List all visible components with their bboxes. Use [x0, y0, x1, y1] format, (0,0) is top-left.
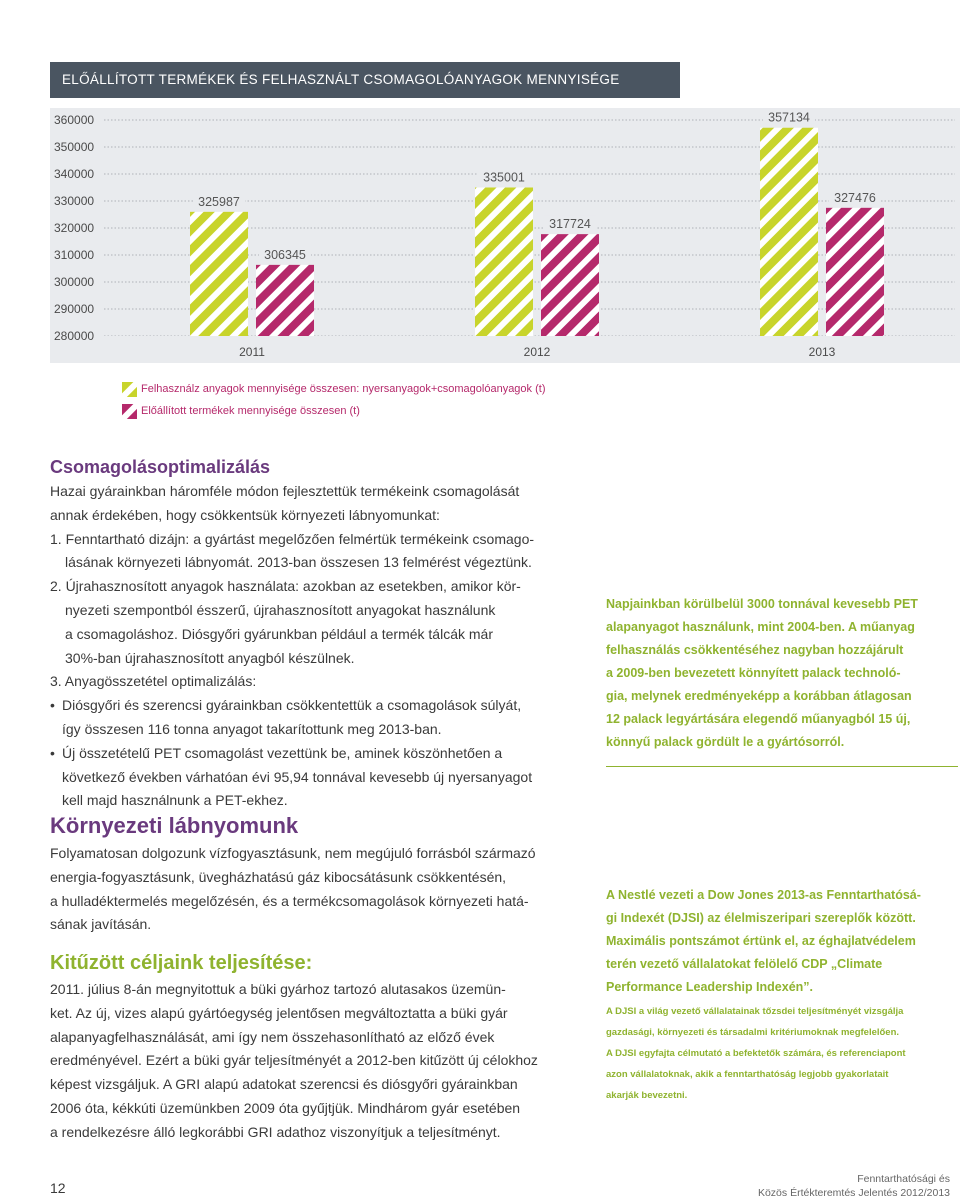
bar-value-label: 325987 [198, 194, 240, 209]
djsi-note-1 [606, 1001, 958, 1043]
bullet2-line: • Új összetételű PET csomagolást vezettünk be, aminek köszönhetően a [62, 744, 503, 761]
pet-sidebar-line: felhasználás csökkentéséhez nagyban hozzájárult [606, 643, 904, 657]
x-tick-label: 2013 [808, 345, 836, 359]
product-bar [256, 265, 314, 336]
y-tick-label: 290000 [54, 302, 95, 316]
material-bar [475, 187, 533, 336]
goals-line: ket. Az új, vizes alapú gyártóegység jelentősen megváltoztatta a büki gyár [50, 1004, 508, 1021]
y-tick-label: 340000 [54, 167, 95, 181]
sidebar-divider [606, 766, 958, 767]
djsi-sidebar-line: gi Indexét (DJSI) az élelmiszeripari szereplők között. [606, 911, 916, 925]
footprint-line: sának javításán. [50, 916, 152, 933]
y-tick-label: 320000 [54, 221, 95, 235]
bullet1-line: • Diósgyőri és szerencsi gyárainkban csökkentettük a csomagolások súlyát, [62, 697, 522, 714]
footprint-line: a hulladéktermelés megelőzésén, és a termékcsomagolások környezeti hatá- [50, 892, 529, 909]
bar-value-label: 335001 [483, 170, 525, 185]
item2-line: nyezeti szempontból ésszerű, újrahasznosított anyagokat használunk [65, 601, 496, 618]
material-bar [760, 128, 818, 336]
legend-label-products: Előállított termékek mennyisége összesen (t) [141, 405, 360, 417]
djsi-sidebar [606, 884, 958, 1106]
pet-sidebar-line: alapanyagot használunk, mint 2004-ben. A műanyag [606, 620, 915, 634]
footprint-body [50, 842, 590, 937]
footprint-line: energia-fogyasztásunk, üvegházhatású gáz kibocsátásunk csökkentésén, [50, 868, 507, 885]
footprint-section [50, 810, 590, 937]
legend-item-products [122, 400, 545, 422]
item1-line: lásának környezeti lábnyomát. 2013-ban összesen 13 felmérést végeztünk. [65, 554, 532, 571]
chart-legend [122, 378, 545, 422]
goals-body [50, 978, 590, 1145]
chart-title: ELŐÁLLÍTOTT TERMÉKEK ÉS FELHASZNÁLT CSOMAGOLÓANYAGOK MENNYISÉGE [62, 72, 620, 87]
report-footer [758, 1172, 950, 1200]
goals-line: eredményével. Ezért a büki gyár teljesítményét a 2012-ben kitűzött új célokhoz [50, 1052, 538, 1069]
chart-area [50, 108, 960, 363]
goals-line: alapanyagfelhasználását, ami így nem összehasonlítható az előző évek [50, 1028, 495, 1045]
y-tick-label: 310000 [54, 248, 95, 262]
x-tick-label: 2011 [239, 345, 265, 359]
djsi-sidebar-line: A Nestlé vezeti a Dow Jones 2013-as Fenntarthatósá- [606, 888, 921, 902]
packaging-intro-line: annak érdekében, hogy csökkentsük környezeti lábnyomunkat: [50, 506, 440, 523]
djsi-note-line: akarják bevezetni. [606, 1090, 688, 1101]
x-tick-label: 2012 [523, 345, 551, 359]
bullet-item [50, 694, 590, 742]
goals-line: 2011. július 8-án megnyitottuk a büki gyárhoz tartozó alutasakos üzemün- [50, 981, 506, 997]
goals-section [50, 948, 590, 1145]
packaging-body [50, 480, 590, 813]
djsi-sidebar-line: Maximális pontszámot értünk el, az éghajlatvédelem [606, 934, 916, 948]
goals-heading: Kitűzött céljaink teljesítése: [50, 952, 313, 974]
djsi-note-line: gazdasági, környezeti és társadalmi kritériumoknak megfelelően. [606, 1027, 900, 1038]
bar-value-label: 306345 [264, 247, 306, 262]
bullet1-line: így összesen 116 tonna anyagot takarítottunk meg 2013-ban. [62, 720, 442, 737]
legend-label-materials: Felhasználz anyagok mennyisége összesen: nyersanyagok+csomagolóanyagok (t) [141, 383, 546, 395]
green-stripe-swatch-icon [122, 382, 137, 397]
chart-title-banner [50, 62, 680, 98]
bar-value-label: 327476 [834, 190, 876, 205]
pet-sidebar-line: könnyű palack gördült le a gyártósorról. [606, 735, 845, 749]
djsi-sidebar-line: terén vezető vállalatokat felölelő CDP „Climate [606, 957, 883, 971]
y-tick-label: 360000 [54, 113, 95, 127]
legend-item-materials [122, 378, 545, 400]
item2-line: 2. Újrahasznosított anyagok használata: azokban az esetekben, amikor kör- [50, 578, 521, 595]
product-bar [826, 208, 884, 336]
packaging-heading: Csomagolásoptimalizálás [50, 457, 271, 477]
y-tick-label: 330000 [54, 194, 95, 208]
bar-chart [50, 108, 960, 363]
item2-line: a csomagoláshoz. Diósgyőri gyárunkban például a termék tálcák már [65, 625, 493, 642]
djsi-note-line: azon vállalatoknak, akik a fenntarthatóság legjobb gyakorlatait [606, 1069, 889, 1080]
djsi-note-2 [606, 1043, 958, 1106]
goals-line: 2006 óta, kékkúti üzemünkben 2009 óta gyűjtjük. Mindhárom gyár esetében [50, 1099, 521, 1116]
item2-line: 30%-ban újrahasznosított anyagból készülnek. [65, 649, 355, 666]
bar-value-label: 357134 [768, 110, 810, 125]
magenta-stripe-swatch-icon [122, 404, 137, 419]
y-tick-label: 300000 [54, 275, 95, 289]
goals-line: képest vizsgáljuk. A GRI alapú adatokat szerencsi és diósgyőri gyárainkban [50, 1076, 518, 1093]
footer-line: Fenntarthatósági és [857, 1173, 950, 1185]
bar-value-label: 317724 [549, 217, 591, 232]
footprint-line: Folyamatosan dolgozunk vízfogyasztásunk, nem megújuló forrásból származó [50, 845, 536, 861]
djsi-sidebar-line: Performance Leadership Indexén”. [606, 980, 814, 994]
page-number: 12 [50, 1180, 66, 1196]
item1-line: 1. Fenntartható dizájn: a gyártást megelőzően felmértük termékeink csomago- [50, 530, 535, 547]
bullet-item [50, 742, 590, 813]
djsi-note-line: A DJSI egyfajta célmutató a befektetők számára, és referenciapont [606, 1048, 906, 1059]
pet-sidebar-line: 12 palack legyártására elegendő műanyagból 15 új, [606, 712, 911, 726]
packaging-intro-line: Hazai gyárainkban háromféle módon fejlesztettük termékeink csomagolását [50, 483, 520, 499]
goals-line: a rendelkezésre álló legkorábbi GRI adathoz viszonyítjuk a teljesítményt. [50, 1123, 501, 1140]
pet-sidebar-line: a 2009-ben bevezetett könnyített palack technoló- [606, 666, 901, 680]
item3-line: 3. Anyagösszetétel optimalizálás: [50, 673, 257, 690]
y-tick-label: 350000 [54, 140, 95, 154]
pet-sidebar [606, 593, 958, 754]
pet-sidebar-line: Napjainkban körülbelül 3000 tonnával kevesebb PET [606, 597, 918, 611]
footprint-heading: Környezeti lábnyomunk [50, 813, 299, 838]
footer-line: Közös Értékteremtés Jelentés 2012/2013 [757, 1187, 950, 1199]
bullet2-line: következő években várhatóan évi 95,94 tonnával kevesebb új nyersanyagot [62, 768, 533, 785]
packaging-section [50, 454, 590, 813]
pet-sidebar-line: gia, melynek eredményeképp a korábban átlagosan [606, 689, 912, 703]
product-bar [541, 234, 599, 336]
material-bar [190, 212, 248, 336]
djsi-note-line: A DJSI a világ vezető vállalatainak tőzsdei teljesítményét vizsgálja [606, 1006, 904, 1017]
bullet2-line: kell majd használnunk a PET-ekhez. [62, 792, 288, 809]
y-tick-label: 280000 [54, 329, 95, 343]
